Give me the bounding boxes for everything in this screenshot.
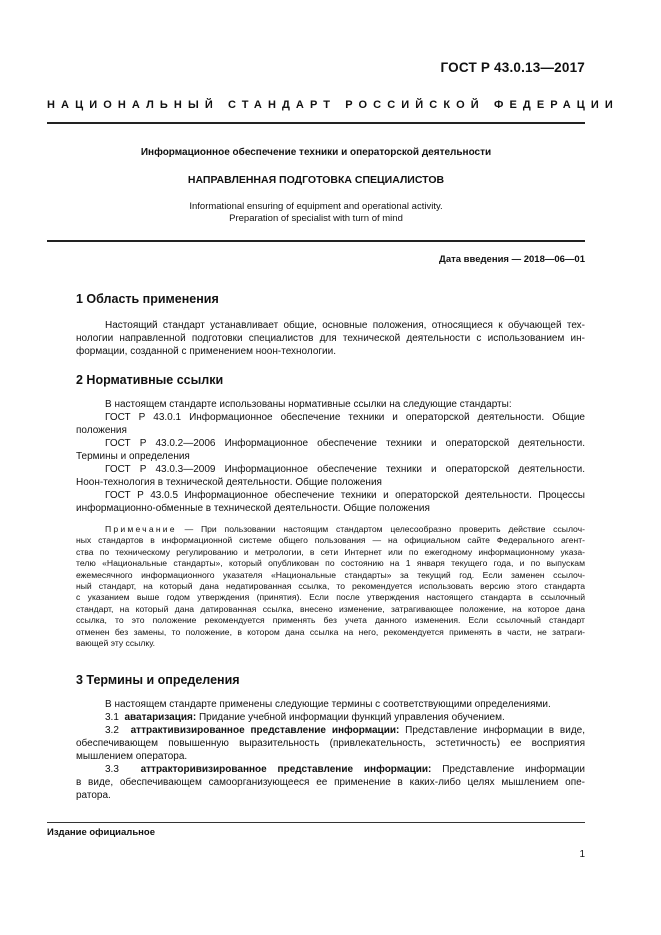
national-standard-banner: НАЦИОНАЛЬНЫЙ СТАНДАРТ РОССИЙСКОЙ ФЕДЕРАЦИИ — [47, 99, 619, 111]
section-2-note — [76, 524, 585, 649]
term-name: аватаризация: — [124, 712, 197, 723]
reference-line: информационно-обменные в технической деятельности. Общие положения — [76, 503, 430, 514]
note-line: ных стандартов в информационной системе общего пользования — на официальном сайте Федерального агент- — [76, 535, 585, 546]
text-line: В настоящем стандарте применены следующие термины с соответствующими определениями. — [105, 699, 551, 710]
intro-date: Дата введения — 2018—06—01 — [439, 254, 585, 265]
text-line: обеспечивающем повышенную выразительность (привлекательность, эстетичность) ее восприятия — [76, 738, 585, 749]
document-subtitle: НАПРАВЛЕННАЯ ПОДГОТОВКА СПЕЦИАЛИСТОВ — [187, 174, 445, 186]
footer-rule — [47, 822, 585, 823]
edition-label: Издание официальное — [47, 827, 155, 838]
reference-line: ГОСТ Р 43.0.1 Информационное обеспечение техники и операторской деятельности. Общие — [105, 412, 585, 423]
standard-number: ГОСТ Р 43.0.13—2017 — [440, 60, 585, 75]
note-line: ежемесячного информационного указателя «Национальные стандарты» за текущий год. Если заменен ссылоч- — [76, 569, 585, 580]
term-3-2: 3.2 аттрактивизированное представление информации: Представление информации в виде, — [105, 725, 585, 736]
reference-line: ГОСТ Р 43.0.5 Информационное обеспечение техники и операторской деятельности. Процессы — [105, 490, 585, 501]
note-line: вающей эту ссылку. — [76, 638, 156, 649]
note-line: с указанием выше годом утверждения (принятия). Если после утверждения настоящего стандарта в ссылочный — [76, 592, 585, 603]
reference-line: ГОСТ Р 43.0.2—2006 Информационное обеспечение техники и операторской деятельности. — [105, 438, 585, 449]
text-line: Настоящий стандарт устанавливает общие, основные положения, относящиеся к обучающей тех- — [105, 320, 585, 331]
term-3-1: 3.1 аватаризация: Придание учебной информации функций управления обучением. — [105, 712, 505, 723]
term-name: аттрактивизированное представление информации: — [130, 725, 400, 736]
note-line: ства по техническому регулированию и метрологии, в сети Интернет или по ежегодному информационному указа- — [76, 546, 585, 557]
reference-line: Ноон-технология в технической деятельности. Общие положения — [76, 477, 382, 488]
note-line: отменен без замены, то положение, в котором дана ссылка на него, рекомендуется применять в части, не затраги- — [76, 626, 585, 637]
title-bottom-rule — [47, 240, 585, 242]
section-1-heading: 1 Область применения — [76, 292, 219, 306]
note-line: ный стандарт, на который дана недатированная ссылка, то рекомендуется использовать версию этого стандарта — [76, 581, 585, 592]
page-number: 1 — [579, 849, 585, 860]
term-name: аттракторивизированное представление информации: — [140, 764, 432, 775]
note-line: телю «Национальные стандарты», который опубликован по состоянию на 1 января текущего года, и по выпускам — [76, 558, 585, 569]
section-3-body — [76, 698, 585, 802]
document-title: Информационное обеспечение техники и операторской деятельности — [140, 147, 492, 158]
reference-line: положения — [76, 425, 127, 436]
section-2-body — [76, 398, 585, 515]
reference-line: Термины и определения — [76, 451, 190, 462]
text-line: ратора. — [76, 790, 111, 801]
note-label: Примечание — [105, 524, 177, 534]
term-3-3: 3.3 аттракторивизированное представление информации: Представление информации — [105, 764, 585, 775]
section-1-body — [76, 319, 585, 358]
text-line: нологии направленной подготовки специалистов для технической деятельности с использованием ин- — [76, 333, 585, 344]
english-title-line-1: Informational ensuring of equipment and operational activity. — [189, 201, 443, 212]
section-2-heading: 2 Нормативные ссылки — [76, 373, 224, 387]
text-line: в виде, обеспечивающем самоорганизующееся ее применение в каких-либо целях мышлением опе- — [76, 777, 585, 788]
note-line: ссылка, то это положение рекомендуется применять без учета данного изменения. Если ссылочный стандарт — [76, 615, 585, 626]
english-title-line-2: Preparation of specialist with turn of mind — [229, 213, 403, 224]
section-3-heading: 3 Термины и определения — [76, 673, 240, 687]
reference-line: ГОСТ Р 43.0.3—2009 Информационное обеспечение техники и операторской деятельности. — [105, 464, 585, 475]
text-line: мышлением оператора. — [76, 751, 188, 762]
english-title — [47, 201, 585, 225]
note-text: — При пользовании настоящим стандартом целесообразно проверить действие ссылоч- — [176, 524, 585, 534]
text-line: В настоящем стандарте использованы нормативные ссылки на следующие стандарты: — [105, 399, 512, 410]
text-line: формации, созданной с применением ноон-технологии. — [76, 346, 336, 357]
top-rule — [47, 122, 585, 124]
note-line: стандарт, на который дана датированная ссылка, внесено изменение, затрагивающее положение, на которое дана — [76, 603, 585, 614]
note-line — [76, 524, 585, 535]
